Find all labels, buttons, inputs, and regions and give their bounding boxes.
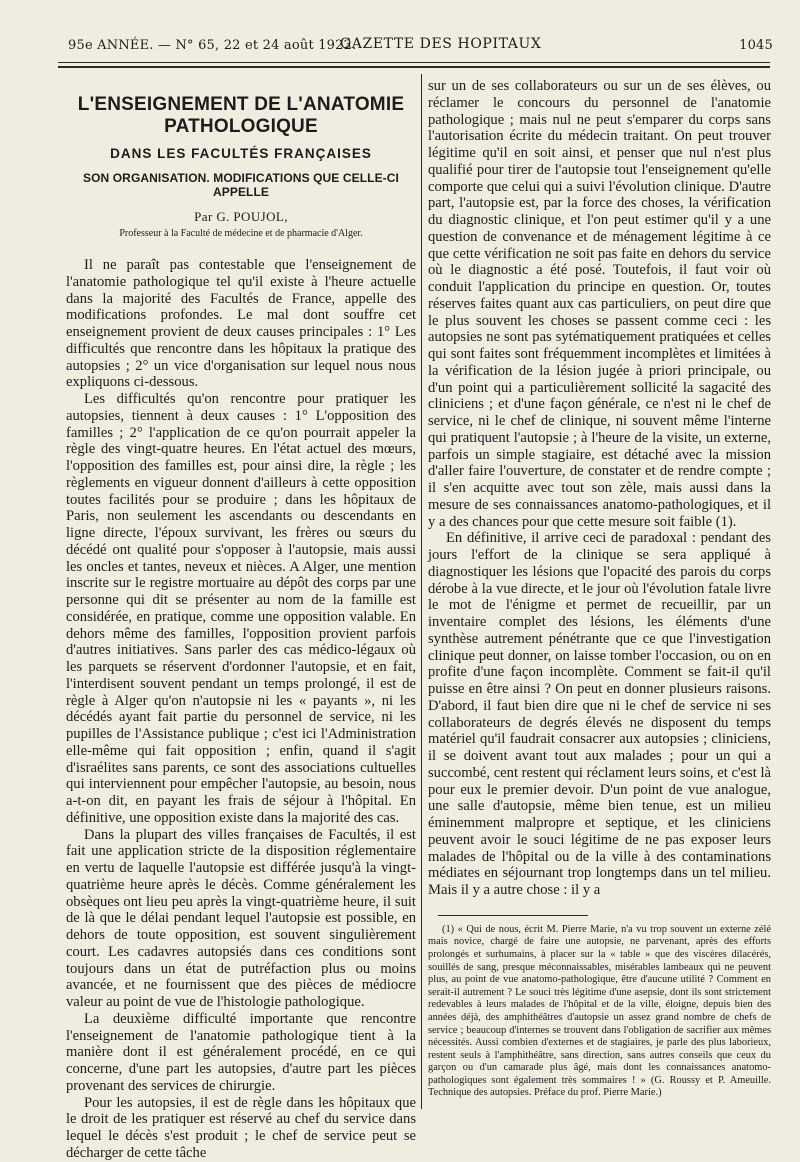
header-rule-thin <box>58 62 770 63</box>
right-body <box>428 78 771 899</box>
paragraph: La deuxième difficulté importante que rencontre l'enseignement de l'anatomie pathologique tient à la manière dont il est généralement procédé, en ce qui concerne, d'une part les autopsies, d'autre part les pièces provenant des services de chirurgie. <box>66 1010 416 1094</box>
paragraph: Les difficultés qu'on rencontre pour pratiquer les autopsies, tiennent à deux causes : 1° L'opposition des familles ; 2° l'application de ce qu'on pourrait appeler la règle des vingt-quatre heures. En l'état actuel des mœurs, l'opposition des familles est, pour ainsi dire, la règle ; les règlements en vigueur donnent d'ailleurs à cette opposition toutes facilités pour se produire ; dans les hôpitaux de Paris, non seulement les ascendants ou descendants en ligne directe, l'époux survivant, les frères ou sœurs du décédé ont qualité pour s'opposer à l'autopsie, mais aussi les oncles et tantes, neveux et nièces. A Alger, une mention inscrite sur le registre mortuaire au dépôt des corps par une personne qui dit se présenter au nom de la famille est considérée, en pratique, comme une opposition valable. En dehors même des familles, l'opposition provient parfois d'autres initiatives. Sans parler des cas médico-légaux où les parquets se réservent d'ordonner l'autopsie, et en fait, l'interdisent souvent pendant un temps prolongé, il est de règle à Alger qu'on n'autopsie ni les « payants », ni les décédés ayant fait partie du personnel de service, ni les pupilles de l'Assistance publique ; c'est ici l'Administration elle-même qui fait opposition ; enfin, quand il s'agit d'israélites sans parents, ce sont des associations cultuelles qui interviennent pour empêcher l'autopsie, au besoin, nous a-t-on dit, en payant les frais de séjour à l'hôpital. En définitive, une opposition existe dans la majorité des cas. <box>66 391 416 826</box>
paragraph: Dans la plupart des villes françaises de Facultés, il est fait une application stricte de la disposition réglementaire en vertu de laquelle l'autopsie est différée jusqu'à la vingt-quatrième heure après le décès. Comme généralement les obsèques ont lieu peu après la vingt-quatrième heure, il suit de là que le délai pendant lequel l'autopsie est possible, en dehors de toute opposition, est souvent singulièrement court. Les cadavres autopsiés dans ces conditions sont toujours dans un état de putréfaction plus ou moins avancée, et ne fournissent que des pièces de médiocre valeur au point de vue de l'histologie pathologique. <box>66 826 416 1010</box>
running-header <box>68 36 773 56</box>
author-affiliation: Professeur à la Faculté de médecine et de pharmacie d'Alger. <box>119 228 363 239</box>
footnote-rule <box>438 915 588 916</box>
article-title: L'ENSEIGNEMENT DE L'ANATOMIE PATHOLOGIQUE <box>77 94 405 137</box>
left-column <box>66 80 416 1162</box>
paragraph: En définitive, il arrive ceci de paradoxal : pendant des jours l'effort de la clinique se sera appliqué à diagnostiquer les lésions que l'opacité des parois du corps dérobe à la vue directe, et le jour où l'évolution fatale livre le mot de l'énigme et permet de recueillir, par un inventaire complet des lésions, les éléments d'une synthèse autrement pénétrante que ce que l'investigation clinique peut donner, on laisse tomber l'occasion, ou on en profite d'une façon incomplète. Comment se fait-il qu'il puisse en être ainsi ? On peut en donner plusieurs raisons. D'abord, il faut bien dire que ni le chef de service ni ses collaborateurs de degrés élevés ne disposent du temps matériel qu'il faudrait consacrer aux autopsies ; cliniciens, il se doivent avant tout aux malades ; pour un qui a succombé, cent restent qui réclament leurs soins, et c'est là pour eux le premier devoir. D'un point de vue analogue, une salle d'autopsie, même bien tenue, est un milieu éminemment malpropre et septique, et les cliniciens peuvent avoir le souci légitime de ne pas exposer leurs malades de l'hôpital ou de la ville à des contaminations médiates en séjournant trop longtemps dans un tel milieu. Mais il y a autre chose : il y a <box>428 530 771 898</box>
paragraph: Pour les autopsies, il est de règle dans les hôpitaux que le droit de les pratiquer est réservé au chef du service dans lequel le décès s'est produit ; le chef de service peut se décharger de cette tâche <box>66 1094 416 1161</box>
paragraph-continued: sur un de ses collaborateurs ou sur un de ses élèves, ou réclamer le concours du personnel de l'anatomie pathologique ; mais nul ne peut s'emparer du corps sans l'autorisation écrite du médecin traitant. On peut trouver légitime qu'il en soit ainsi, et penser que nul n'est plus qualifié pour tirer de l'autopsie tout l'enseignement qu'elle comporte que celui qui a suivi l'évolution clinique. D'autre part, l'autopsie est, par la force des choses, la vérification du diagnostic clinique, et l'on peut estimer qu'il y a une question de convenance et de ménagement légitime à ce que cette vérification ne soit pas faite en dehors du service où le diagnostic a été posé. Toutefois, il faut voir où conduit l'application du principe en question. Or, toutes réserves faites quant aux cas particuliers, on peut dire que le plus souvent les choses se passent comme ceci : les autopsies ne sont pas sytématiquement pratiquées et celles qui sont faites sont fréquemment incomplètes et limitées à la vérification de la lésion jugée à priori principale, ou d'un point qui a particulièrement sollicité la sagacité des cliniciens ; et d'une façon générale, ce n'est ni le chef de service, ni le chef de clinique, ni souvent même l'interne qui pratiquent l'autopsie ; à l'heure de la visite, un externe, parfois un simple stagiaire, est détaché avec la mission d'aller faire l'ouverture, de constater et de rendre compte ; il s'en acquitte avec tout son zèle, mais aussi dans la mesure de ses connaissances anatomo-pathologiques, et il y a des chances pour que cette mesure soit faible (1). <box>428 78 771 530</box>
article-subtitle: DANS LES FACULTÉS FRANÇAISES <box>110 146 372 161</box>
issue-info: 95e ANNÉE. — N° 65, 22 et 24 août 1922. <box>68 38 357 53</box>
paragraph: Il ne paraît pas contestable que l'enseignement de l'anatomie pathologique tel qu'il existe à l'heure actuelle dans la majorité des Facultés de France, appelle des modifications profondes. Le mal dont souffre cet enseignement provient de deux causes principales : 1° Les difficultés que rencontre dans les hôpitaux la pratique des autopsies ; 2° un vice d'organisation sur lequel nous nous expliquons ci-dessous. <box>66 257 416 391</box>
page-number: 1045 <box>739 38 773 53</box>
author-byline: Par G. POUJOL, <box>194 209 288 224</box>
article-subtitle-secondary: SON ORGANISATION. MODIFICATIONS QUE CELLE-CI APPELLE <box>83 171 399 199</box>
left-body <box>66 257 416 1162</box>
footnote: (1) « Qui de nous, écrit M. Pierre Marie, n'a vu trop souvent un externe zélé mais novice, chargé de faire une autopsie, ne parvenant, après des efforts prolongés et surhumains, à placer sur la « table » que des viscères dilacérés, souillés de sang, presque méconnaissables, misérables lambeaux qui ne peuvent plus, au point de vue anatomo-pathologique, être d'aucune utilité ? Comment en serait-il autrement ? Le souci très légitime d'une asepsie, dont ils sont strictement redevables à leurs malades de l'hôpital et de la ville, éloigne, depuis bien des années déjà, des amphithéâtres d'autopsie un assez grand nombre de chefs de service ; beaucoup d'internes se trouvent dans l'obligation de sacrifier aux mêmes nécessités. Aussi combien d'externes et de stagiaires, je parle des plus laborieux, restent seuls à l'amphithéâtre, sans direction, sans autres conseils que ceux du garçon ou d'un camarade plus âgé, mais dont les connaissances anatomo-pathologiques sont également très sommaires ! » (G. Roussy et P. Ameuille. Technique des autopsies. Préface du prof. Pierre Marie.) <box>428 923 771 1099</box>
journal-title: GAZETTE DES HOPITAUX <box>340 36 542 52</box>
column-divider <box>421 74 422 1109</box>
right-column <box>428 78 771 1100</box>
header-rule-thick <box>58 66 770 68</box>
